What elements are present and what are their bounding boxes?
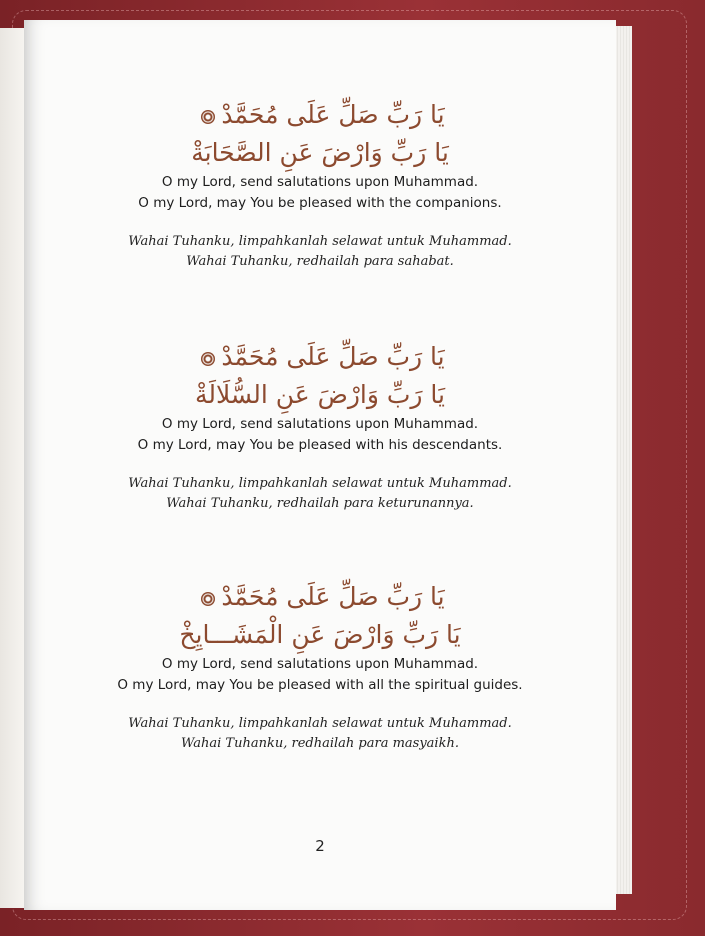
malay-translation-line-1: Wahai Tuhanku, limpahkanlah selawat untuk Muhammad. xyxy=(128,716,512,731)
malay-translation-line-1: Wahai Tuhanku, limpahkanlah selawat untuk Muhammad. xyxy=(128,476,512,491)
verse-section-2 xyxy=(24,338,616,514)
verse-section-1 xyxy=(24,96,616,272)
arabic-verse-line-1: يَا رَبِّ صَلِّ عَلَى مُحَمَّدْ xyxy=(24,338,616,376)
malay-translation-line-1: Wahai Tuhanku, limpahkanlah selawat untuk Muhammad. xyxy=(128,234,512,249)
english-translation-line-2: O my Lord, may You be pleased with the companions. xyxy=(138,195,502,211)
rosette-ornament-icon xyxy=(201,110,215,124)
arabic-verse-line-2: يَا رَبِّ وَارْضَ عَنِ الْمَشَـــايِخْ xyxy=(179,620,461,649)
arabic-verse-line-1: يَا رَبِّ صَلِّ عَلَى مُحَمَّدْ xyxy=(24,578,616,616)
malay-translation-line-2: Wahai Tuhanku, redhailah para keturunannya. xyxy=(166,496,474,511)
english-translation-line-2: O my Lord, may You be pleased with his descendants. xyxy=(137,437,503,453)
english-translation-line-1: O my Lord, send salutations upon Muhammad. xyxy=(161,174,479,190)
arabic-verse-line-2: يَا رَبِّ وَارْضَ عَنِ الصَّحَابَةْ xyxy=(191,138,449,167)
rosette-ornament-icon xyxy=(201,592,215,606)
page-number: 2 xyxy=(315,837,325,855)
book-page xyxy=(24,20,616,910)
rosette-ornament-icon xyxy=(201,352,215,366)
english-translation-line-2: O my Lord, may You be pleased with all the spiritual guides. xyxy=(117,677,523,693)
arabic-verse-line-2: يَا رَبِّ وَارْضَ عَنِ السُّلَالَةْ xyxy=(194,380,446,409)
english-translation-line-1: O my Lord, send salutations upon Muhammad. xyxy=(161,656,479,672)
english-translation-line-1: O my Lord, send salutations upon Muhammad. xyxy=(161,416,479,432)
malay-translation-line-2: Wahai Tuhanku, redhailah para masyaikh. xyxy=(181,736,459,751)
malay-translation-line-2: Wahai Tuhanku, redhailah para sahabat. xyxy=(186,254,454,269)
arabic-verse-line-1: يَا رَبِّ صَلِّ عَلَى مُحَمَّدْ xyxy=(24,96,616,134)
verse-section-3 xyxy=(24,578,616,754)
facing-page-edge xyxy=(0,28,24,908)
